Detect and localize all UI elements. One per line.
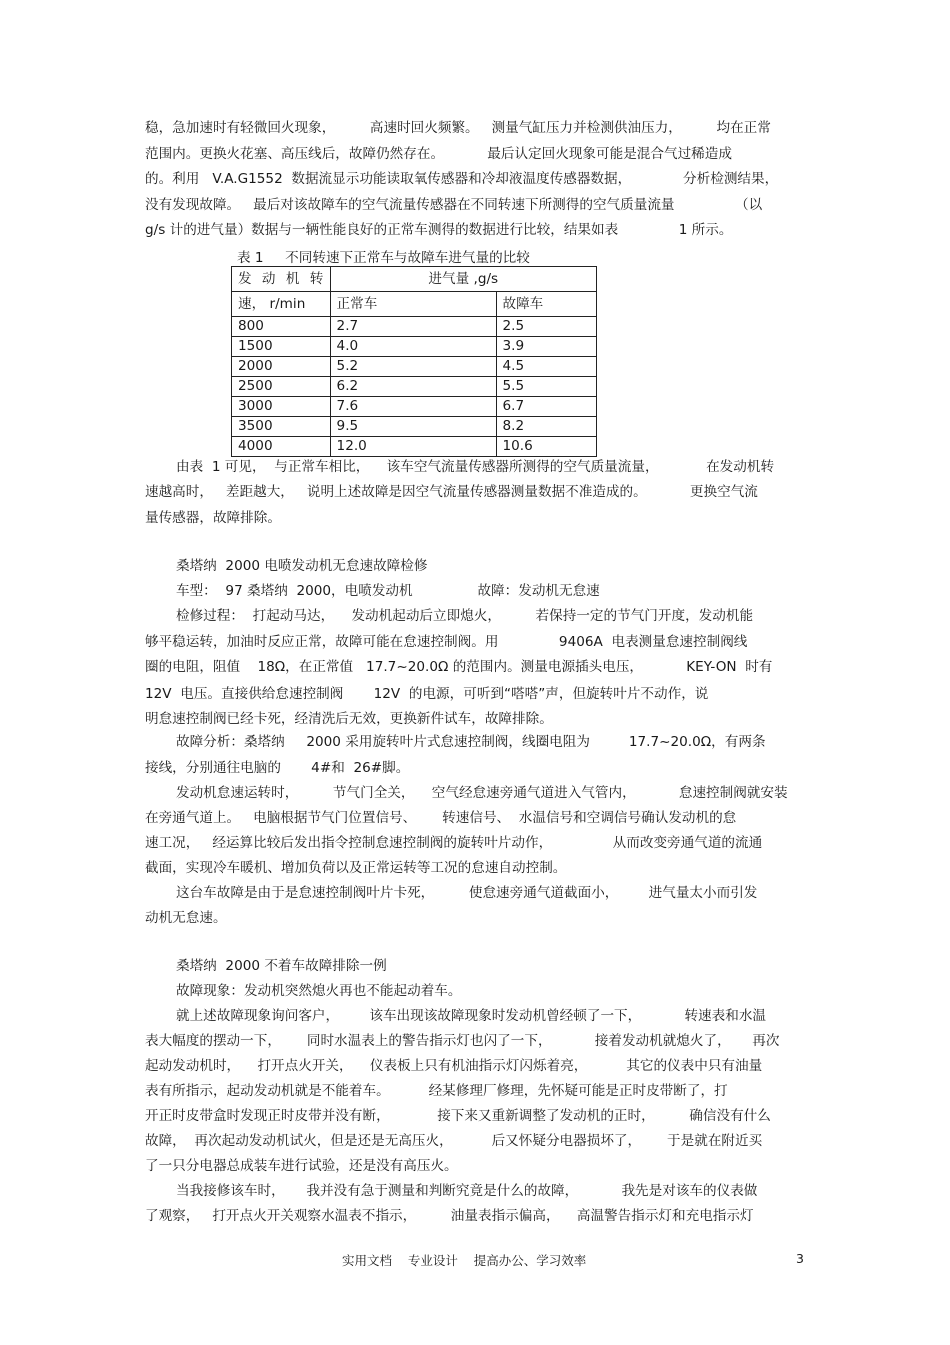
text-line: 没有发现故障。 最后对该故障车的空气流量传感器在不同转速下所测得的空气质量流量 （以 xyxy=(145,197,763,213)
table-cell: 3000 xyxy=(232,397,331,417)
text-line: 稳，急加速时有轻微回火现象， 高速时回火频繁。 测量气缸压力并检测供油压力， 均在正常 xyxy=(145,120,771,136)
page-footer: 实用文档 专业设计 提高办公、学习效率 xyxy=(342,1253,587,1268)
table-header-rpm-2: 速， r/min xyxy=(232,292,331,317)
table-header-group: 进气量 ,g/s xyxy=(330,267,596,292)
text-line: 故障， 再次起动发动机试火，但是还是无高压火， 后又怀疑分电器损坏了， 于是就在附近买 xyxy=(145,1133,763,1149)
table-row xyxy=(232,357,597,377)
text-line: 就上述故障现象询问客户， 该车出现该故障现象时发动机曾经顿了一下， 转速表和水温 xyxy=(176,1008,767,1024)
text-line: 表大幅度的摆动一下， 同时水温表上的警告指示灯也闪了一下， 接着发动机就熄火了， 再次 xyxy=(145,1033,780,1049)
text-line: 这台车故障是由于是怠速控制阀叶片卡死， 使怠速旁通气道截面小， 进气量太小而引发 xyxy=(176,885,758,901)
table-row xyxy=(232,397,597,417)
table-cell: 8.2 xyxy=(496,417,597,437)
text-line: 由表 1 可见， 与正常车相比， 该车空气流量传感器所测得的空气质量流量， 在发动机转 xyxy=(176,459,775,475)
table-row xyxy=(232,377,597,397)
table-cell: 5.5 xyxy=(496,377,597,397)
table-cell: 9.5 xyxy=(330,417,496,437)
section-title: 桑塔纳 2000 不着车故障排除一例 xyxy=(176,958,387,974)
text-line: 明怠速控制阀已经卡死，经清洗后无效，更换新件试车，故障排除。 xyxy=(145,711,553,727)
table-cell: 12.0 xyxy=(330,437,496,457)
table-row xyxy=(232,317,597,337)
table-cell: 2.7 xyxy=(330,317,496,337)
section-title: 桑塔纳 2000 电喷发动机无怠速故障检修 xyxy=(176,558,428,574)
table-cell: 5.2 xyxy=(330,357,496,377)
text-line: 在旁通气道上。 电脑根据节气门位置信号、 转速信号、 水温信号和空调信号确认发动机的怠 xyxy=(145,810,737,826)
text-line: 表有所指示，起动发动机就是不能着车。 经某修理厂修理，先怀疑可能是正时皮带断了，打 xyxy=(145,1083,728,1099)
table-cell: 10.6 xyxy=(496,437,597,457)
table-cell: 7.6 xyxy=(330,397,496,417)
text-line: 动机无怠速。 xyxy=(145,910,227,926)
text-line: 范围内。更换火花塞、高压线后，故障仍然存在。 最后认定回火现象可能是混合气过稀造成 xyxy=(145,146,732,162)
text-line: 故障现象：发动机突然熄火再也不能起动着车。 xyxy=(176,983,462,999)
text-line: 12V 电压。直接供给怠速控制阀 12V 的电源，可听到“嗒嗒”声，但旋转叶片不动作，说 xyxy=(145,686,709,702)
text-line: 的。利用 V.A.G1552 数据流显示功能读取氧传感器和冷却液温度传感器数据， 分析检测结果， xyxy=(145,171,779,187)
text-line: 检修过程： 打起动马达， 发动机起动后立即熄火， 若保持一定的节气门开度，发动机能 xyxy=(176,608,754,624)
text-line: 起动发动机时， 打开点火开关， 仪表板上只有机油指示灯闪烁着亮， 其它的仪表中只有油量 xyxy=(145,1058,763,1074)
text-line: 够平稳运转，加油时反应正常，故障可能在怠速控制阀。用 9406A 电表测量怠速控制阀线 xyxy=(145,634,748,650)
table-cell: 2.5 xyxy=(496,317,597,337)
text-line: 接线，分别通往电脑的 4#和 26#脚。 xyxy=(145,760,410,776)
table-row xyxy=(232,417,597,437)
table-caption: 表 1 不同转速下正常车与故障车进气量的比较 xyxy=(237,250,530,266)
table-header-rpm-1: 发 动 机 转 xyxy=(232,267,331,292)
table-cell: 4.0 xyxy=(330,337,496,357)
table-cell: 4.5 xyxy=(496,357,597,377)
table-cell: 3.9 xyxy=(496,337,597,357)
text-line: 速越高时， 差距越大， 说明上述故障是因空气流量传感器测量数据不准造成的。 更换空气流 xyxy=(145,484,758,500)
text-line: 车型： 97 桑塔纳 2000，电喷发动机 故障：发动机无怠速 xyxy=(176,583,600,599)
table-cell: 800 xyxy=(232,317,331,337)
page-number: 3 xyxy=(796,1251,804,1266)
table-row xyxy=(232,337,597,357)
table-header-normal: 正常车 xyxy=(330,292,496,317)
text-line: 截面，实现冷车暖机、增加负荷以及正常运转等工况的怠速自动控制。 xyxy=(145,860,567,876)
text-line: 发动机怠速运转时， 节气门全关， 空气经怠速旁通气道进入气管内， 怠速控制阀就安装 xyxy=(176,785,788,801)
table-row xyxy=(232,437,597,457)
table-cell: 3500 xyxy=(232,417,331,437)
table-cell: 1500 xyxy=(232,337,331,357)
table-header-fault: 故障车 xyxy=(496,292,597,317)
text-line: 量传感器，故障排除。 xyxy=(145,510,281,526)
text-line: 圈的电阻，阻值 18Ω，在正常值 17.7~20.0Ω 的范围内。测量电源插头电压， KEY-ON 时有 xyxy=(145,659,773,675)
text-line: 当我接修该车时， 我并没有急于测量和判断究竟是什么的故障， 我先是对该车的仪表做 xyxy=(176,1183,758,1199)
text-line: g/s 计的进气量）数据与一辆性能良好的正常车测得的数据进行比较，结果如表 1 所示。 xyxy=(145,222,733,238)
text-line: 开正时皮带盒时发现正时皮带并没有断， 接下来又重新调整了发动机的正时， 确信没有什么 xyxy=(145,1108,771,1124)
table-cell: 2500 xyxy=(232,377,331,397)
table-cell: 6.2 xyxy=(330,377,496,397)
text-line: 了观察， 打开点火开关观察水温表不指示， 油量表指示偏高， 高温警告指示灯和充电指示灯 xyxy=(145,1208,754,1224)
text-line: 速工况， 经运算比较后发出指令控制怠速控制阀的旋转叶片动作， 从而改变旁通气道的流通 xyxy=(145,835,763,851)
airflow-comparison-table xyxy=(231,266,597,457)
text-line: 了一只分电器总成装车进行试验，还是没有高压火。 xyxy=(145,1158,458,1174)
table-cell: 6.7 xyxy=(496,397,597,417)
table-cell: 4000 xyxy=(232,437,331,457)
table-cell: 2000 xyxy=(232,357,331,377)
text-line: 故障分析：桑塔纳 2000 采用旋转叶片式怠速控制阀，线圈电阻为 17.7~20.0Ω，有两条 xyxy=(176,734,766,750)
